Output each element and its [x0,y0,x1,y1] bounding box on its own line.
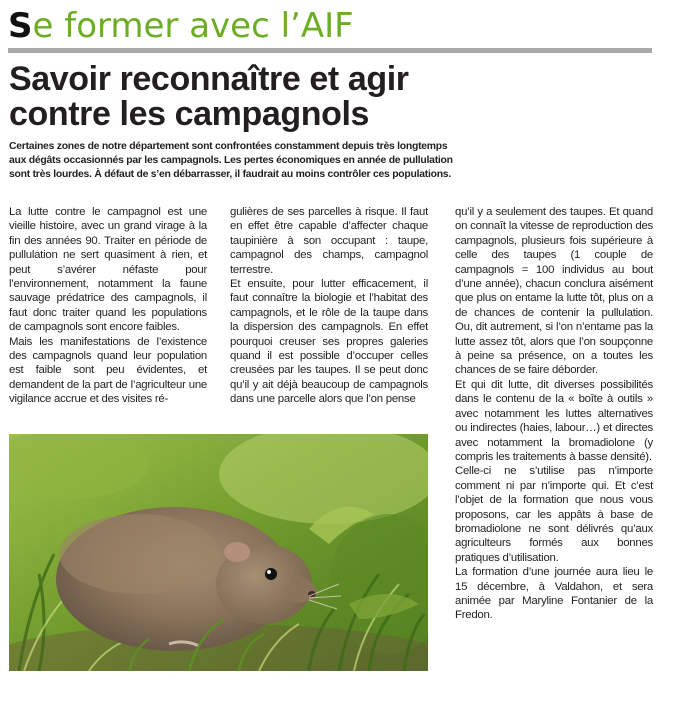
vole-photo [9,434,428,671]
kicker-initial: S [8,6,33,46]
paragraph: gulières de ses parcelles à risque. Il faut en effet être capable d’affecter chaque taupinière à son occupant : taupe, campagnol des champs, campagnol terrestre. [230,206,428,276]
text-column-3 [455,205,653,623]
paragraph: La formation d’une journée aura lieu le 15 décembre, à Valdahon, et sera animée par Maryline Fontanier de la Fredon. [455,566,653,622]
article-lead: Certaines zones de notre département sont confrontées constamment depuis très longtemps aux dégâts occasionnés par les campagnols. Les pertes économiques en année de pullulation sont très lourdes. À défaut de s’en débarrasser, il faudrait au moins contrôler ces populations. [9,141,453,180]
paragraph: Et qui dit lutte, dit diverses possibilités dans le contenu de la « boîte à outils » avec notamment les luttes alternatives ou indirectes (haies, labour…) et directes avec notamment la bromadiolone (y compris les traitements à basse densité). [455,378,653,463]
vole-illustration [9,434,428,671]
section-kicker [8,6,354,46]
text-column-2 [230,205,428,407]
paragraph: Mais les manifestations de l’existence des campagnols quand leur population est faible sont peu évidentes, et demandent de la part de l’agriculteur une vigilance accrue et des visites ré- [9,335,207,406]
paragraph: La lutte contre le campagnol est une vieille histoire, avec un grand virage à la fin des années 90. Traiter en période de pullulation ne sert quasiment à rien, et peut s’avérer néfaste pour l’environnement, notamment la faune sauvage prédatrice des campagnols, il faut donc traiter quand les populations de campagnols sont encore faibles. [9,206,207,334]
paragraph: Et ensuite, pour lutter efficacement, il faut connaître la biologie et l’habitat des campagnols, et le rôle de la taupe dans la dispersion des campagnols. En effet pourquoi creuser ses propres galeries quand il est possible d’occuper celles creusées par les taupes. Il se peut donc qu’il y ait déjà beaucoup de campagnols dans une parcelle alors que l’on pense [230,278,428,406]
section-rule [8,48,652,53]
text-column-1 [9,205,207,407]
kicker-text: e former avec l’AIF [32,6,354,46]
article-headline: Savoir reconnaître et agir contre les campagnols [9,60,409,133]
paragraph: qu’il y a seulement des taupes. Et quand on connaît la vitesse de reproduction des campagnols, plusieurs fois supérieure à celle des taupes (1 couple de campagnols = 100 individus au bout d’une année), chacun conclura aisément que plus on entame la lutte tôt, plus on a de chances de contenir la pullulation. Ou, dit autrement, si l’on n’entame pas la lutte assez tôt, alors que l’on soupçonne à peine sa présence, on a toutes les chances de se faire déborder. [455,206,653,377]
paragraph: Celle-ci ne s’utilise pas n’importe comment ni par n’importe qui. Et c’est l’objet de la formation que nous vous proposons, car les appâts à base de bromadiolone ne sont délivrés qu’aux agriculteurs formés aux bonnes pratiques d’utilisation. [455,465,653,564]
